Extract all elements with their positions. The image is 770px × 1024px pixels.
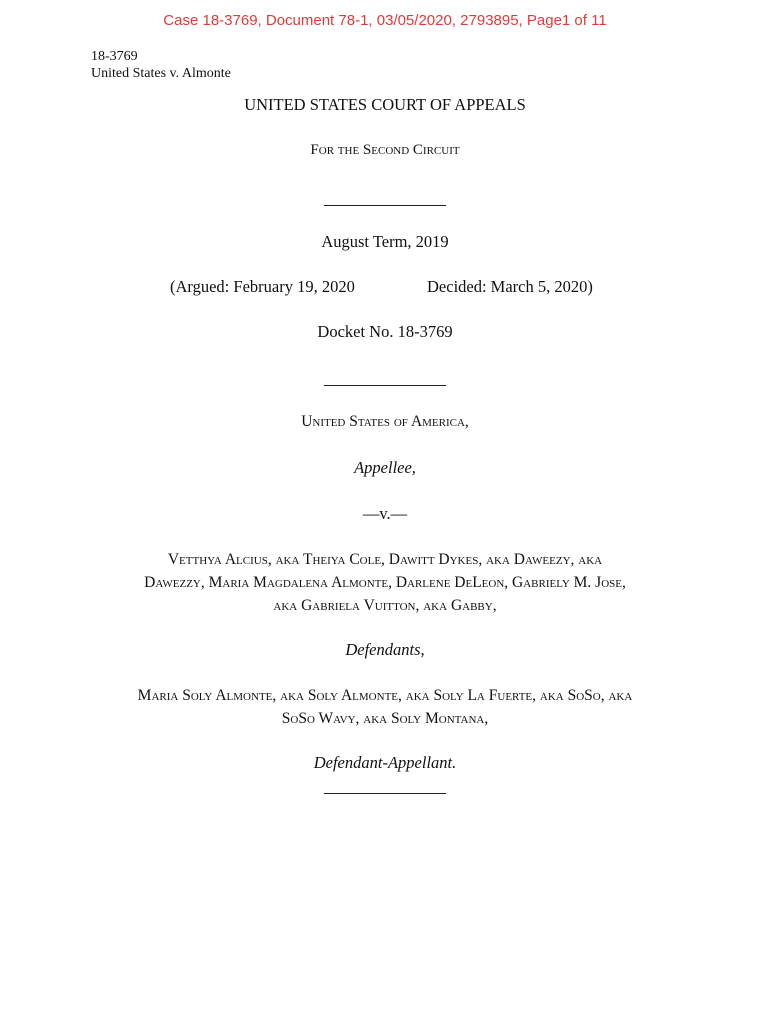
caption-case-name: United States v. Almonte [91, 66, 231, 81]
defendants-line: aka Gabriela Vuitton, aka Gabby, [273, 597, 497, 614]
argued-date: (Argued: February 19, 2020 [170, 277, 355, 296]
case-caption [91, 48, 231, 82]
filing-stamp: Case 18-3769, Document 78-1, 03/05/2020, 2793895, Page1 of 11 [163, 12, 607, 29]
court-circuit: For the Second Circuit [310, 142, 460, 158]
decided-date: Decided: March 5, 2020) [427, 277, 593, 296]
docket-number: Docket No. 18-3769 [317, 322, 453, 341]
defendants-line: Dawezzy, Maria Magdalena Almonte, Darlene DeLeon, Gabriely M. Jose, [144, 574, 626, 591]
defendants-role: Defendants, [345, 640, 425, 659]
divider-2 [324, 385, 446, 386]
divider-1 [324, 205, 446, 206]
defendants-line: Vetthya Alcius, aka Theiya Cole, Dawitt Dykes, aka Daweezy, aka [167, 551, 603, 568]
appellant-list [0, 684, 770, 730]
appellee-name: United States of America, [301, 413, 469, 430]
caption-docket: 18-3769 [91, 49, 138, 64]
court-term: August Term, 2019 [321, 232, 449, 251]
appellant-line: Maria Soly Almonte, aka Soly Almonte, aka Soly La Fuerte, aka SoSo, aka [137, 687, 633, 704]
appellant-line: SoSo Wavy, aka Soly Montana, [281, 710, 489, 727]
appellee-role: Appellee, [354, 458, 416, 477]
defendants-list [0, 548, 770, 617]
divider-3 [324, 793, 446, 794]
court-name: UNITED STATES COURT OF APPEALS [244, 95, 526, 114]
appellant-role: Defendant-Appellant. [313, 753, 457, 772]
versus: —v.— [362, 504, 408, 523]
